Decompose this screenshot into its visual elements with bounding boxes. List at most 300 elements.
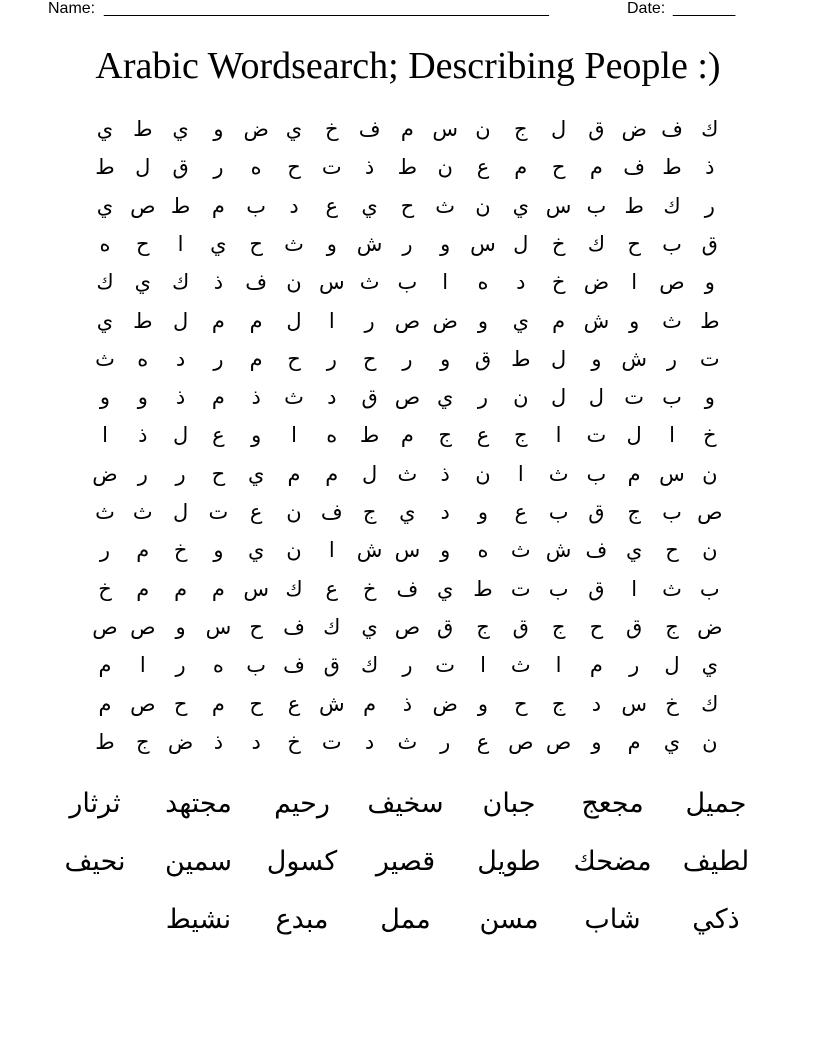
grid-row	[84, 685, 744, 723]
grid-letter: ح	[173, 691, 188, 716]
grid-letter: ث	[662, 308, 682, 333]
grid-letter: ل	[513, 231, 529, 256]
grid-letter: ج	[136, 729, 150, 754]
grid-letter: د	[251, 729, 261, 754]
grid-letter: ي	[512, 308, 530, 333]
grid-letter: س	[318, 270, 345, 295]
grid-letter: ب	[662, 231, 682, 256]
grid-letter: ج	[627, 500, 641, 524]
grid-letter: ح	[211, 461, 226, 486]
grid-letter: س	[394, 538, 421, 563]
grid-letter: ل	[550, 346, 567, 371]
search-word: مسن	[479, 904, 539, 935]
grid-letter: ا	[102, 423, 108, 448]
grid-letter: م	[514, 155, 528, 180]
grid-letter: ن	[286, 500, 302, 524]
grid-letter: ب	[699, 576, 720, 601]
grid-letter: ص	[545, 729, 572, 754]
grid-letter: ي	[361, 193, 378, 218]
grid-letter: د	[289, 193, 299, 218]
grid-letter: ط	[700, 308, 720, 333]
grid-letter: ل	[172, 500, 189, 524]
grid-letter: ي	[399, 500, 416, 524]
grid-letter: ف	[396, 576, 419, 601]
grid-letter: ذ	[138, 423, 148, 448]
grid-letter: ح	[589, 614, 604, 639]
grid-letter: ر	[364, 308, 375, 333]
grid-letter: خ	[665, 691, 679, 716]
grid-letter: ن	[286, 538, 302, 563]
grid-letter: خ	[287, 729, 301, 754]
grid-letter: س	[659, 461, 685, 486]
grid-letter: ن	[286, 270, 302, 295]
grid-letter: ذ	[213, 270, 224, 295]
grid-letter: ج	[514, 117, 528, 141]
grid-letter: ك	[663, 193, 681, 218]
grid-letter: ه	[99, 231, 111, 256]
name-blank-line: __________________________________________________	[104, 0, 549, 17]
grid-letter: م	[400, 117, 414, 141]
search-word: مجعج	[581, 788, 644, 819]
grid-letter: ن	[475, 461, 491, 486]
grid-letter: ث	[359, 270, 380, 295]
grid-row	[84, 455, 744, 493]
grid-letter: ا	[177, 231, 184, 256]
grid-letter: ط	[397, 155, 418, 180]
grid-letter: ي	[247, 538, 265, 563]
grid-letter: ح	[136, 231, 150, 256]
search-word: ممل	[380, 904, 431, 935]
grid-letter: ا	[442, 270, 449, 295]
grid-letter: ط	[662, 155, 682, 180]
grid-letter: ه	[326, 423, 338, 448]
grid-letter: ج	[362, 500, 377, 524]
grid-letter: ح	[249, 691, 263, 716]
grid-letter: ا	[669, 423, 675, 448]
grid-letter: ك	[323, 614, 341, 639]
grid-row	[84, 263, 744, 301]
grid-letter: ن	[475, 117, 491, 141]
grid-letter: و	[213, 117, 224, 141]
grid-letter: م	[400, 423, 414, 448]
grid-letter: ع	[325, 576, 339, 601]
grid-letter: ف	[320, 500, 343, 524]
grid-letter: ي	[96, 308, 114, 333]
grid-letter: ق	[172, 155, 189, 180]
grid-letter: م	[627, 729, 641, 754]
grid-letter: ب	[397, 270, 418, 295]
grid-letter: ج	[438, 423, 452, 448]
grid-letter: ط	[133, 308, 153, 333]
grid-letter: ه	[250, 155, 262, 180]
grid-letter: ل	[588, 385, 605, 410]
worksheet-title: Arabic Wordsearch; Describing People :)	[95, 45, 721, 87]
grid-letter: ل	[135, 155, 151, 180]
grid-letter: ذ	[364, 155, 375, 180]
grid-letter: ح	[249, 614, 263, 639]
grid-letter: ا	[631, 270, 638, 295]
grid-letter: ت	[321, 729, 342, 754]
grid-letter: ع	[514, 500, 528, 524]
grid-row	[84, 378, 744, 416]
grid-letter: و	[326, 231, 337, 256]
grid-letter: ث	[510, 653, 531, 678]
grid-letter: ك	[96, 270, 114, 295]
grid-letter: ض	[621, 117, 647, 141]
grid-letter: ل	[361, 461, 378, 486]
grid-letter: ن	[475, 193, 491, 218]
grid-letter: ر	[175, 461, 186, 486]
grid-letter: ح	[665, 538, 679, 563]
search-word: نشيط	[165, 904, 232, 935]
grid-letter: و	[251, 423, 262, 448]
grid-letter: ن	[702, 538, 718, 563]
grid-letter: ط	[95, 155, 115, 180]
grid-letter: د	[516, 270, 526, 295]
grid-letter: ص	[697, 500, 723, 524]
grid-row	[84, 340, 744, 378]
grid-letter: خ	[98, 576, 112, 601]
grid-letter: ر	[137, 461, 148, 486]
grid-row	[84, 302, 744, 340]
grid-letter: ه	[477, 538, 489, 563]
grid-letter: ض	[432, 308, 458, 333]
grid-letter: ب	[662, 385, 682, 410]
grid-letter: ق	[588, 500, 605, 524]
word-list	[44, 776, 768, 956]
grid-letter: ا	[328, 308, 335, 333]
grid-letter: ث	[284, 231, 304, 256]
search-word: كسول	[266, 846, 338, 877]
grid-letter: ر	[402, 653, 413, 678]
grid-letter: س	[470, 231, 496, 256]
grid-letter: ش	[545, 538, 572, 563]
grid-letter: ر	[477, 385, 489, 410]
grid-letter: د	[175, 346, 186, 371]
grid-letter: ف	[623, 155, 646, 180]
grid-row	[84, 493, 744, 531]
grid-row	[84, 531, 744, 569]
wordsearch-grid	[84, 110, 744, 764]
grid-letter: ص	[394, 385, 421, 410]
grid-letter: ه	[137, 346, 149, 371]
grid-letter: ب	[246, 193, 267, 218]
grid-letter: ش	[356, 538, 383, 563]
grid-letter: ه	[477, 270, 489, 295]
grid-letter: ج	[476, 614, 490, 639]
grid-letter: ع	[249, 500, 263, 524]
grid-letter: ق	[626, 614, 643, 639]
grid-letter: ض	[92, 461, 118, 486]
grid-letter: ي	[247, 461, 265, 486]
grid-letter: م	[98, 691, 112, 716]
grid-letter: و	[629, 308, 640, 333]
grid-letter: ط	[473, 576, 493, 601]
grid-letter: ص	[394, 308, 421, 333]
grid-letter: ع	[476, 729, 490, 754]
grid-letter: م	[211, 691, 225, 716]
grid-letter: ث	[132, 500, 153, 524]
grid-letter: ه	[212, 653, 224, 678]
grid-letter: ا	[517, 461, 524, 486]
grid-row	[84, 570, 744, 608]
grid-letter: ح	[249, 231, 263, 256]
grid-letter: خ	[703, 423, 717, 448]
grid-letter: ح	[362, 346, 377, 371]
grid-letter: ض	[583, 270, 610, 295]
grid-letter: و	[477, 500, 489, 524]
grid-letter: ب	[246, 653, 267, 678]
grid-letter: ط	[133, 117, 153, 141]
grid-letter: ي	[134, 270, 152, 295]
grid-letter: ش	[356, 231, 383, 256]
grid-letter: ي	[96, 193, 114, 218]
grid-letter: ي	[361, 614, 378, 639]
grid-row	[84, 646, 744, 684]
grid-letter: ض	[697, 614, 723, 639]
grid-letter: ن	[702, 461, 718, 486]
grid-letter: ث	[662, 576, 682, 601]
name-label: Name:	[48, 0, 96, 17]
grid-letter: و	[213, 538, 224, 563]
grid-letter: ق	[437, 614, 454, 639]
grid-letter: ك	[360, 653, 379, 678]
grid-letter: ي	[172, 117, 189, 141]
grid-row	[84, 608, 744, 646]
grid-letter: ر	[402, 231, 413, 256]
grid-letter: ع	[325, 193, 339, 218]
grid-row	[84, 148, 744, 186]
grid-letter: ح	[551, 155, 566, 180]
search-word: لطيف	[682, 846, 750, 877]
grid-letter: ف	[585, 538, 608, 563]
word-row	[44, 834, 768, 890]
grid-row	[84, 110, 744, 148]
search-word: جبان	[482, 788, 536, 819]
grid-letter: ص	[130, 193, 156, 218]
grid-letter: ث	[435, 193, 456, 218]
grid-letter: و	[704, 270, 715, 295]
grid-letter: م	[211, 385, 225, 410]
grid-letter: ث	[548, 461, 569, 486]
grid-letter: ع	[476, 155, 490, 180]
search-word: شاب	[584, 904, 641, 935]
grid-letter: و	[137, 385, 148, 410]
grid-letter: ر	[440, 729, 451, 754]
grid-letter: و	[704, 385, 715, 410]
grid-letter: م	[98, 653, 112, 678]
grid-letter: ط	[95, 729, 115, 754]
grid-letter: ذ	[705, 155, 715, 180]
grid-letter: م	[363, 691, 377, 716]
grid-letter: ر	[326, 346, 337, 371]
grid-letter: س	[621, 691, 647, 716]
grid-letter: ث	[95, 500, 115, 524]
search-word: سخيف	[367, 788, 444, 819]
grid-letter: م	[136, 576, 150, 601]
search-word: مبدع	[275, 904, 329, 935]
grid-letter: ر	[704, 193, 715, 218]
grid-letter: م	[249, 346, 263, 371]
grid-letter: خ	[173, 538, 188, 563]
grid-letter: ي	[96, 117, 114, 141]
grid-letter: ض	[243, 117, 269, 141]
grid-letter: ذ	[440, 461, 450, 486]
grid-letter: م	[136, 538, 150, 563]
grid-letter: ص	[130, 614, 156, 639]
grid-letter: م	[211, 308, 225, 333]
grid-letter: م	[174, 576, 188, 601]
grid-row	[84, 225, 744, 263]
grid-letter: ث	[510, 538, 531, 563]
grid-letter: خ	[362, 576, 377, 601]
grid-letter: ض	[432, 691, 458, 716]
grid-letter: ت	[321, 155, 342, 180]
date-blank-line: _______	[673, 0, 736, 17]
grid-letter: م	[211, 193, 225, 218]
grid-letter: ض	[167, 729, 194, 754]
grid-letter: ت	[208, 500, 229, 524]
grid-letter: م	[211, 576, 225, 601]
grid-letter: و	[591, 729, 602, 754]
grid-letter: ي	[436, 576, 454, 601]
search-word: جميل	[685, 788, 747, 819]
grid-letter: ذ	[251, 385, 261, 410]
grid-letter: ج	[551, 691, 566, 716]
grid-letter: ر	[666, 346, 678, 371]
grid-letter: ا	[480, 653, 486, 678]
grid-letter: ل	[286, 308, 302, 333]
grid-letter: ش	[318, 691, 345, 716]
grid-letter: ج	[665, 614, 679, 639]
grid-letter: ك	[587, 231, 606, 256]
grid-letter: ر	[175, 653, 186, 678]
grid-letter: ا	[555, 423, 562, 448]
grid-letter: ل	[664, 653, 680, 678]
grid-letter: ب	[662, 500, 682, 524]
grid-letter: س	[432, 117, 458, 141]
grid-letter: ح	[627, 231, 641, 256]
grid-letter: م	[249, 308, 263, 333]
search-word: مضحك	[573, 846, 652, 877]
grid-letter: ث	[95, 346, 115, 371]
grid-letter: ش	[621, 346, 647, 371]
grid-letter: ف	[283, 653, 305, 678]
grid-letter: و	[591, 346, 602, 371]
grid-letter: ك	[701, 691, 719, 716]
grid-letter: ت	[586, 423, 607, 448]
grid-letter: ر	[213, 155, 224, 180]
grid-letter: ع	[287, 691, 301, 716]
grid-letter: ي	[663, 729, 681, 754]
grid-letter: ب	[586, 461, 607, 486]
grid-letter: ل	[550, 385, 567, 410]
grid-letter: ا	[139, 653, 146, 678]
grid-letter: و	[99, 385, 111, 410]
grid-letter: ص	[130, 691, 156, 716]
grid-letter: ص	[659, 270, 685, 295]
grid-letter: ص	[92, 614, 118, 639]
grid-letter: ر	[402, 346, 413, 371]
grid-letter: ن	[513, 385, 529, 410]
grid-letter: خ	[551, 231, 566, 256]
grid-letter: م	[325, 461, 339, 486]
grid-letter: ق	[701, 231, 718, 256]
grid-letter: و	[440, 231, 451, 256]
search-word: ثرثار	[69, 788, 121, 819]
grid-letter: س	[205, 614, 232, 639]
grid-letter: ع	[476, 423, 490, 448]
grid-letter: ي	[701, 653, 719, 678]
grid-letter: ر	[213, 346, 224, 371]
grid-letter: د	[440, 500, 450, 524]
grid-letter: ر	[629, 653, 640, 678]
grid-letter: ل	[172, 308, 189, 333]
grid-letter: ذ	[402, 691, 413, 716]
grid-letter: ي	[285, 117, 303, 141]
grid-letter: ت	[624, 385, 645, 410]
grid-letter: و	[440, 346, 451, 371]
grid-letter: ك	[285, 576, 303, 601]
grid-letter: م	[627, 461, 641, 486]
grid-letter: ت	[699, 346, 720, 371]
grid-letter: ق	[588, 117, 605, 141]
search-word: مجتهد	[165, 788, 232, 819]
grid-letter: ج	[551, 614, 566, 639]
grid-letter: ص	[394, 614, 421, 639]
grid-letter: ج	[514, 423, 528, 448]
grid-letter: ق	[512, 614, 529, 639]
grid-letter: ط	[170, 193, 191, 218]
grid-letter: خ	[551, 270, 566, 295]
grid-letter: ق	[323, 653, 340, 678]
grid-letter: ع	[212, 423, 225, 448]
search-word: ذكي	[692, 904, 740, 935]
grid-letter: و	[440, 538, 451, 563]
grid-letter: ط	[359, 423, 380, 448]
search-word: رحيم	[274, 788, 330, 819]
grid-letter: ث	[284, 385, 304, 410]
search-word: سمين	[165, 846, 232, 877]
grid-letter: ا	[291, 423, 297, 448]
grid-letter: ر	[99, 538, 111, 563]
grid-letter: ص	[508, 729, 534, 754]
grid-letter: و	[477, 308, 489, 333]
grid-letter: ت	[510, 576, 531, 601]
grid-letter: خ	[325, 117, 339, 141]
grid-letter: م	[589, 155, 603, 180]
grid-letter: ث	[397, 729, 418, 754]
word-row	[44, 776, 768, 832]
grid-letter: س	[243, 576, 269, 601]
word-row	[44, 892, 768, 948]
grid-letter: ن	[702, 729, 718, 754]
grid-letter: ك	[701, 117, 719, 141]
grid-letter: ق	[361, 385, 378, 410]
grid-letter: و	[477, 691, 489, 716]
grid-letter: ف	[283, 614, 305, 639]
grid-letter: ي	[512, 193, 530, 218]
grid-letter: ق	[474, 346, 492, 371]
grid-row	[84, 416, 744, 454]
grid-letter: ب	[586, 193, 607, 218]
search-word: طويل	[477, 846, 541, 877]
grid-letter: ق	[588, 576, 605, 601]
grid-letter: ت	[435, 653, 456, 678]
grid-letter: ح	[287, 155, 301, 180]
grid-letter: ذ	[175, 385, 186, 410]
grid-letter: ا	[555, 653, 562, 678]
